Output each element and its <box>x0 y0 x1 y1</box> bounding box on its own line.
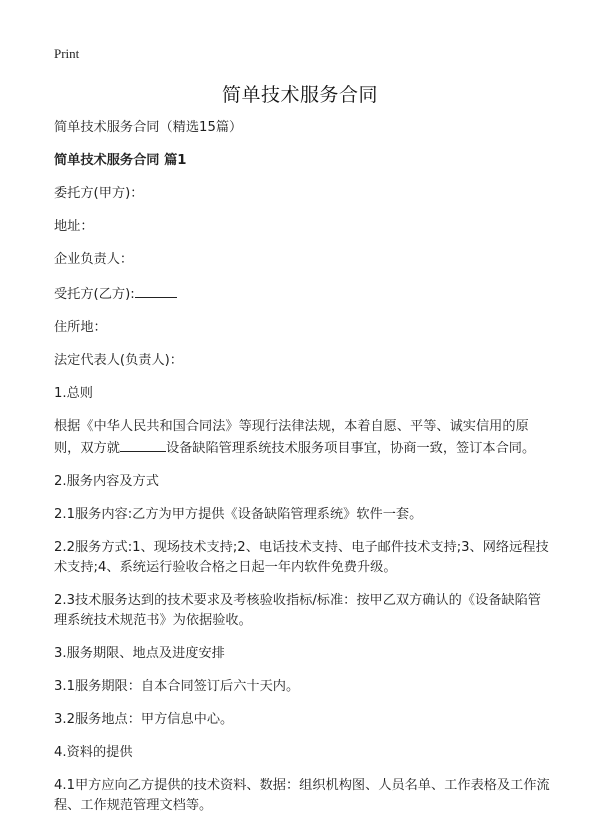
section-3-1: 3.1服务期限：自本合同签订后六十天内。 <box>54 679 300 694</box>
section-3-title: 3.服务期限、地点及进度安排 <box>54 646 225 661</box>
field-contractor <box>54 283 554 305</box>
contractor-blank <box>135 283 177 298</box>
section-4-title: 4.资料的提供 <box>54 745 133 760</box>
section-2-2: 2.2服务方式:1、现场技术支持;2、电话技术支持、电子邮件技术支持;3、网络远程技术支持;4、系统运行验收合格之日起一年内软件免费升级。 <box>54 540 549 575</box>
document-body <box>54 118 554 829</box>
field-contractor-label: 受托方(乙方): <box>54 287 135 302</box>
field-enterprise-head: 企业负责人： <box>54 252 134 267</box>
project-blank <box>120 437 166 452</box>
section-2-title: 2.服务内容及方式 <box>54 474 159 489</box>
section-heading: 简单技术服务合同 篇1 <box>54 153 187 168</box>
document-title: 简单技术服务合同 <box>221 84 378 106</box>
document-subtitle: 简单技术服务合同（精选15篇） <box>54 120 243 135</box>
section-4-1: 4.1甲方应向乙方提供的技术资料、数据：组织机构图、人员名单、工作表格及工作流程、工作规范管理文档等。 <box>54 778 550 813</box>
field-address: 地址： <box>54 219 94 234</box>
print-link[interactable]: Print <box>54 46 80 61</box>
section-3-2: 3.2服务地点：甲方信息中心。 <box>54 712 234 727</box>
section-1-text-a: 根据《中华人民共和国合同法》等现行法律法规，本着自愿、平等、诚实信用的原则，双方就 <box>54 419 529 456</box>
field-client: 委托方(甲方)： <box>54 186 144 201</box>
section-2-1: 2.1服务内容:乙方为甲方提供《设备缺陷管理系统》软件一套。 <box>54 507 423 522</box>
section-2-3: 2.3技术服务达到的技术要求及考核验收指标/标准：按甲乙双方确认的《设备缺陷管理系统技术规范书》为依据验收。 <box>54 593 541 628</box>
field-legal-rep: 法定代表人(负责人)： <box>54 353 183 368</box>
section-1-title: 1.总则 <box>54 386 93 401</box>
section-1-text-b: 设备缺陷管理系统技术服务项目事宜，协商一致，签订本合同。 <box>165 441 536 456</box>
field-residence: 住所地： <box>54 320 107 335</box>
section-1-text <box>54 417 554 459</box>
